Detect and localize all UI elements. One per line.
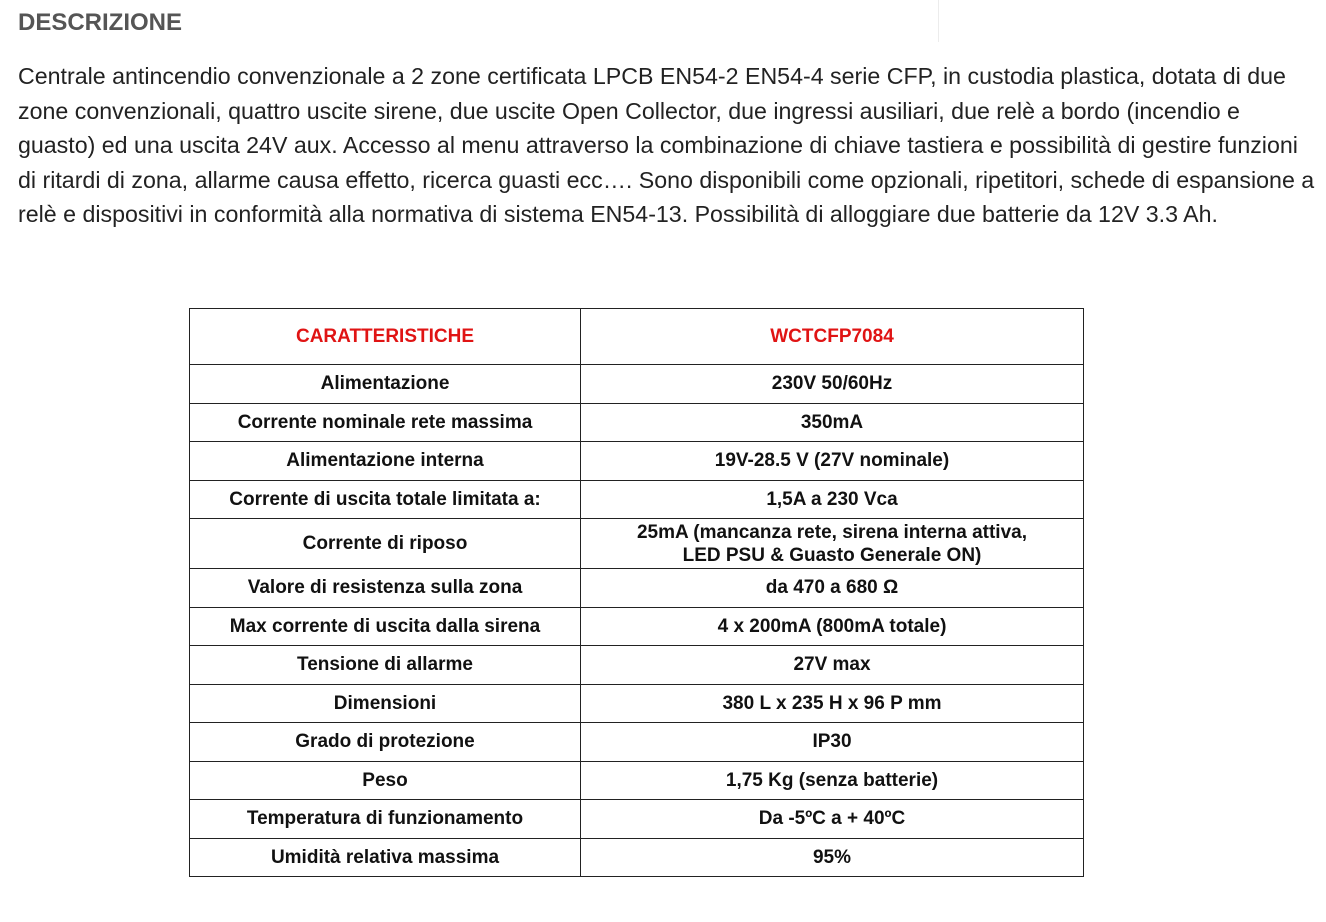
- row-value: 1,75 Kg (senza batterie): [581, 761, 1084, 800]
- table-row: [190, 403, 1084, 442]
- row-label: Peso: [190, 761, 581, 800]
- table-row: [190, 684, 1084, 723]
- table-row: [190, 442, 1084, 481]
- table-row: [190, 800, 1084, 839]
- row-value: 27V max: [581, 646, 1084, 685]
- row-value: 95%: [581, 838, 1084, 877]
- row-label: Corrente nominale rete massima: [190, 403, 581, 442]
- divider: [938, 0, 939, 42]
- row-label: Dimensioni: [190, 684, 581, 723]
- table-row: [190, 569, 1084, 608]
- row-value: IP30: [581, 723, 1084, 762]
- table-row: [190, 365, 1084, 404]
- row-label: Corrente di riposo: [190, 519, 581, 569]
- row-label: Umidità relativa massima: [190, 838, 581, 877]
- header-characteristics: CARATTERISTICHE: [190, 309, 581, 365]
- table-row: [190, 480, 1084, 519]
- table-row: [190, 723, 1084, 762]
- row-label: Alimentazione interna: [190, 442, 581, 481]
- row-value: 350mA: [581, 403, 1084, 442]
- row-label: Temperatura di funzionamento: [190, 800, 581, 839]
- product-description: Centrale antincendio convenzionale a 2 zone certificata LPCB EN54-2 EN54-4 serie CFP, in custodia plastica, dotata di due zone convenzionali, quattro uscite sirene, due uscite Open Collector, due ingressi ausiliari, due relè a bordo (incendio e guasto) ed una uscita 24V aux. Accesso al menu attraverso la combinazione di chiave tastiera e possibilità di gestire funzioni di ritardi di zona, allarme causa effetto, ricerca guasti ecc…. Sono disponibili come opzionali, ripetitori, schede di espansione a relè e dispositivi in conformità alla normativa di sistema EN54-13. Possibilità di alloggiare due batterie da 12V 3.3 Ah.: [18, 63, 1315, 228]
- table-header-row: [190, 309, 1084, 365]
- table-row: [190, 607, 1084, 646]
- table-row: [190, 761, 1084, 800]
- row-value: 230V 50/60Hz: [581, 365, 1084, 404]
- row-value: 1,5A a 230 Vca: [581, 480, 1084, 519]
- specifications-table: [189, 308, 1084, 877]
- row-value-line2: LED PSU & Guasto Generale ON): [682, 544, 982, 566]
- row-label: Grado di protezione: [190, 723, 581, 762]
- row-label: Valore di resistenza sulla zona: [190, 569, 581, 608]
- table-row: [190, 519, 1084, 569]
- row-label: Corrente di uscita totale limitata a:: [190, 480, 581, 519]
- row-label: Alimentazione: [190, 365, 581, 404]
- row-value: [581, 519, 1084, 569]
- row-label: Max corrente di uscita dalla sirena: [190, 607, 581, 646]
- row-value-line1: 25mA (mancanza rete, sirena interna attiva,: [636, 521, 1027, 543]
- row-value: Da -5ºC a + 40ºC: [581, 800, 1084, 839]
- row-value: da 470 a 680 Ω: [581, 569, 1084, 608]
- header-model: WCTCFP7084: [581, 309, 1084, 365]
- row-label: Tensione di allarme: [190, 646, 581, 685]
- section-heading: DESCRIZIONE: [18, 9, 183, 36]
- row-value: 19V-28.5 V (27V nominale): [581, 442, 1084, 481]
- table-row: [190, 646, 1084, 685]
- table-row: [190, 838, 1084, 877]
- row-value: 4 x 200mA (800mA totale): [581, 607, 1084, 646]
- row-value: 380 L x 235 H x 96 P mm: [581, 684, 1084, 723]
